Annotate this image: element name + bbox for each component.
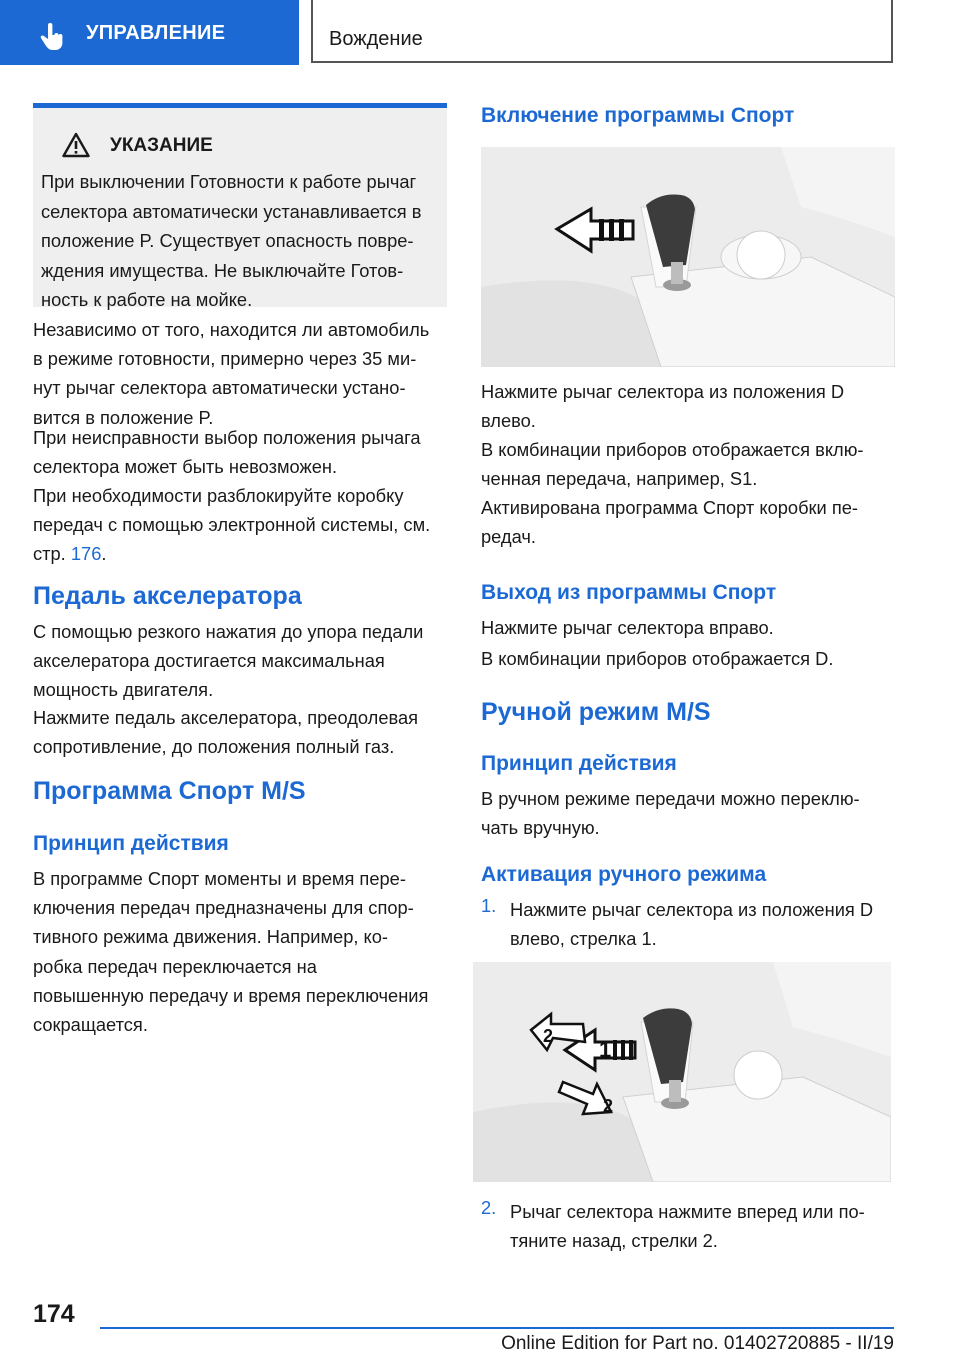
paragraph-principle [33,864,453,1039]
text-line: Независимо от того, находится ли автомобиль [33,319,430,340]
text-line: В ручном режиме передачи можно переклю- [481,788,860,809]
text-line: При неисправности выбор положения рычага [33,427,421,448]
step-number: 1. [481,895,497,916]
text-line: Активирована программа Спорт коробки пе- [481,497,858,518]
warning-line: ность к работе на мойке. [41,289,253,310]
paragraph-sport-off-1: Нажмите рычаг селектора вправо. [481,617,774,638]
paragraph-sport-on-3 [481,493,901,551]
heading-principle: Принцип действия [33,832,229,855]
selector-lever-photo-manual [473,962,891,1182]
text-line: редач. [481,526,536,548]
paragraph-accel-2 [33,703,453,761]
text-line: чать вручную. [481,817,600,839]
heading-sport-ms: Программа Спорт M/S [33,777,306,805]
text-line: С помощью резкого нажатия до упора педали [33,621,424,642]
text-line: сокращается. [33,1014,148,1036]
page-link[interactable]: 176 [70,543,102,565]
text-line: тяните назад, стрелки 2. [510,1230,718,1252]
ref-prefix: стр. [33,543,66,565]
step-number: 2. [481,1197,497,1218]
text-line: Нажмите педаль акселератора, преодолевая [33,707,419,728]
heading-accelerator: Педаль акселератора [33,582,302,610]
text-line: тивного режима движения. Например, ко- [33,926,388,948]
text-line: ключения передач предназначены для спор- [33,897,414,919]
paragraph-accel-1 [33,617,453,705]
text-line: в режиме готовности, примерно через 35 ми- [33,348,417,370]
paragraph-manual [481,784,901,842]
heading-manual-ms: Ручной режим M/S [481,698,711,726]
text-line: В программе Спорт моменты и время пере- [33,868,406,889]
step-text [510,895,900,953]
section-title: Вождение [329,28,423,50]
arrow-label: 2 [603,1096,614,1116]
ref-suffix: . [101,543,107,565]
text-line: При необходимости разблокируйте коробку [33,485,404,506]
warning-title: УКАЗАНИЕ [110,135,213,156]
text-line: нут рычаг селектора автоматически устано- [33,377,406,399]
warning-line: положение P. Существует опасность повре- [41,230,414,251]
arrow-label: 2 [543,1026,554,1046]
text-line: передач с помощью электронной системы, см. [33,514,431,536]
text-line: влево. [481,410,536,432]
warning-line: ждения имущества. Не выключайте Готов- [41,259,404,281]
text-line: селектора может быть невозможен. [33,456,338,478]
section-header [311,0,893,63]
paragraph-auto-park [33,315,453,432]
gear-selector-illustration [481,147,895,367]
gear-selector-arrows-illustration [473,962,891,1182]
text-line: сопротивление, до положения полный газ. [33,736,395,758]
heading-sport-off: Выход из программы Спорт [481,581,777,604]
text-line: акселератора достигается максимальная [33,650,385,672]
text-line [33,539,453,568]
text-line: робка передач переключается на [33,955,317,977]
step-text [510,1197,900,1255]
text-line: Рычаг селектора нажмите вперед или по- [510,1201,865,1222]
chapter-tab[interactable] [0,0,299,65]
text-line: Нажмите рычаг селектора из положения D [481,381,845,402]
heading-sport-on: Включение программы Спорт [481,104,795,127]
hand-pointer-icon [40,23,66,51]
text-line: мощность двигателя. [33,679,214,701]
warning-text [41,167,445,315]
paragraph-sport-on-2 [481,435,901,493]
text-line: вится в положение P. [33,406,214,428]
text-line: ченная передача, например, S1. [481,468,758,490]
warning-note [33,103,447,310]
heading-activate-manual: Активация ручного режима [481,863,767,886]
page-number: 174 [33,1300,75,1328]
footer-divider [100,1327,894,1329]
warning-line: селектора автоматически устанавливается в [41,200,422,222]
text-line: влево, стрелка 1. [510,928,657,950]
paragraph-unlock [33,481,453,569]
footer-edition: Online Edition for Part no. 01402720885 - II/19 [501,1333,894,1354]
text-line: Нажмите рычаг селектора из положения D [510,899,874,920]
heading-principle-2: Принцип действия [481,752,677,775]
warning-line: При выключении Готовности к работе рычаг [41,171,417,192]
text-line: повышенную передачу и время переключения [33,984,429,1006]
paragraph-sport-off-2: В комбинации приборов отображается D. [481,648,834,669]
paragraph-sport-on-1 [481,377,901,435]
text-line: В комбинации приборов отображается вклю- [481,439,864,460]
arrow-label: 1 [599,1037,612,1062]
warning-triangle-icon [62,132,90,158]
chapter-title: УПРАВЛЕНИЕ [86,22,226,44]
selector-lever-photo-sport [481,147,895,367]
paragraph-malfunction [33,423,453,481]
